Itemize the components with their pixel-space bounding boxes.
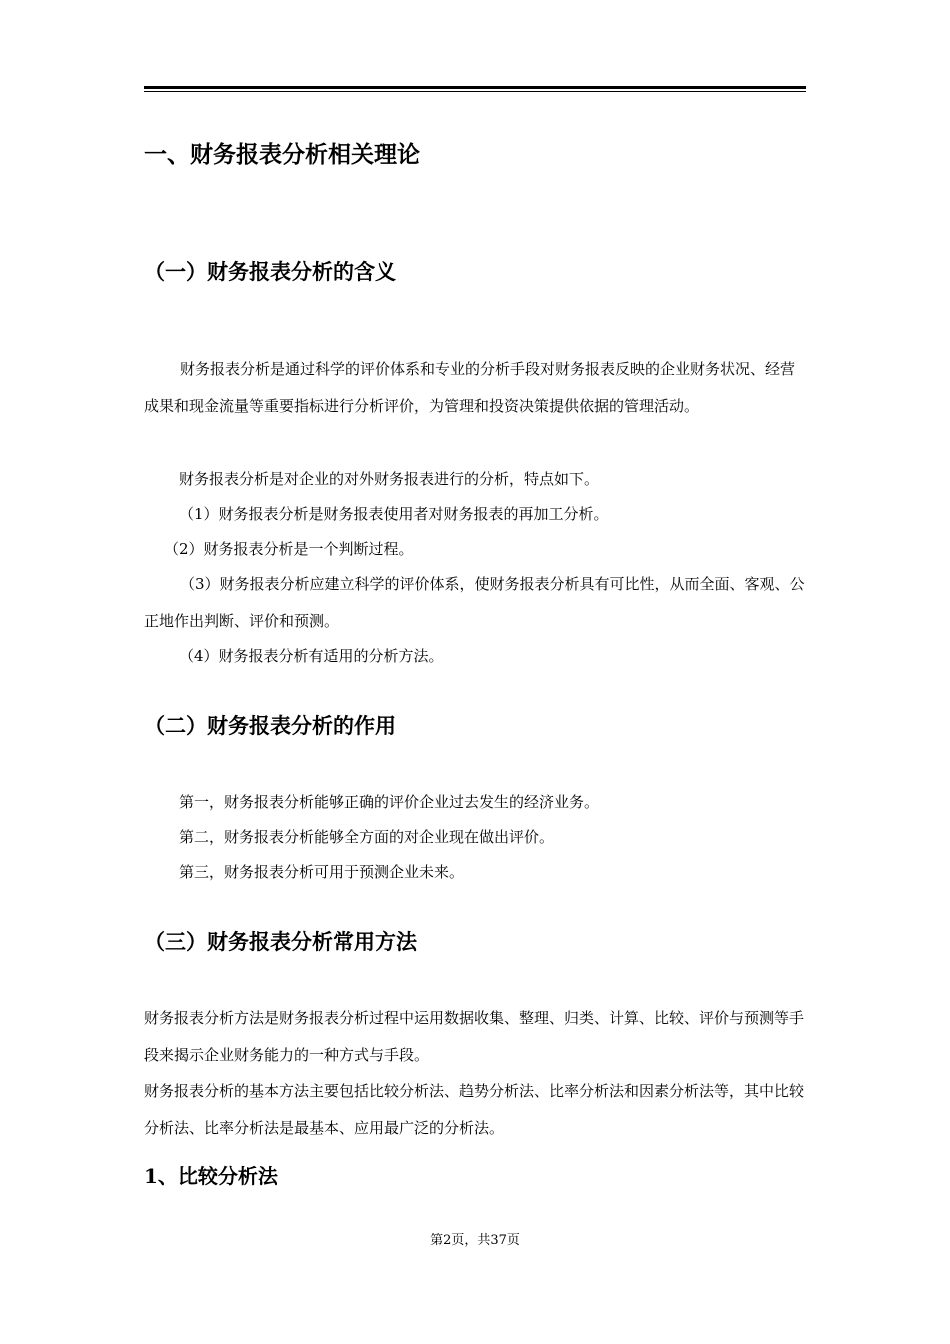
paragraph-definition: 财务报表分析是通过科学的评价体系和专业的分析手段对财务报表反映的企业财务状况、经营成果和现金流量等重要指标进行分析评价，为管理和投资决策提供依据的管理活动。 [144, 360, 796, 415]
header-rule-thin [144, 91, 806, 92]
main-title: 一、财务报表分析相关理论 [144, 141, 420, 168]
role-line-3: 第三，财务报表分析可用于预测企业未来。 [179, 863, 465, 881]
features-intro: 财务报表分析是对企业的对外财务报表进行的分析，特点如下。 [179, 470, 600, 488]
feature-item-1: （1）财务报表分析是财务报表使用者对财务报表的再加工分析。 [179, 505, 609, 523]
feature-item-4: （4）财务报表分析有适用的分析方法。 [179, 647, 444, 665]
subsection-heading-comparison: 1、比较分析法 [144, 1164, 278, 1188]
feature-item-2: （2）财务报表分析是一个判断过程。 [164, 540, 414, 558]
header-rule [144, 86, 806, 89]
page-number-footer: 第2页，共37页 [430, 1233, 520, 1248]
role-line-1: 第一，财务报表分析能够正确的评价企业过去发生的经济业务。 [179, 793, 600, 811]
feature-item-3: （3）财务报表分析应建立科学的评价体系，使财务报表分析具有可比性，从而全面、客观、公正地作出判断、评价和预测。 [144, 575, 805, 630]
section-heading-methods: （三）财务报表分析常用方法 [144, 929, 417, 954]
methods-paragraph-2: 财务报表分析的基本方法主要包括比较分析法、趋势分析法、比率分析法和因素分析法等，其中比较分析法、比率分析法是最基本、应用最广泛的分析法。 [144, 1082, 805, 1137]
section-heading-role: （二）财务报表分析的作用 [144, 713, 396, 738]
section-heading-meaning: （一）财务报表分析的含义 [144, 259, 396, 284]
role-line-2: 第二，财务报表分析能够全方面的对企业现在做出评价。 [179, 828, 555, 846]
methods-paragraph-1: 财务报表分析方法是财务报表分析过程中运用数据收集、整理、归类、计算、比较、评价与预测等手段来揭示企业财务能力的一种方式与手段。 [144, 1009, 805, 1064]
